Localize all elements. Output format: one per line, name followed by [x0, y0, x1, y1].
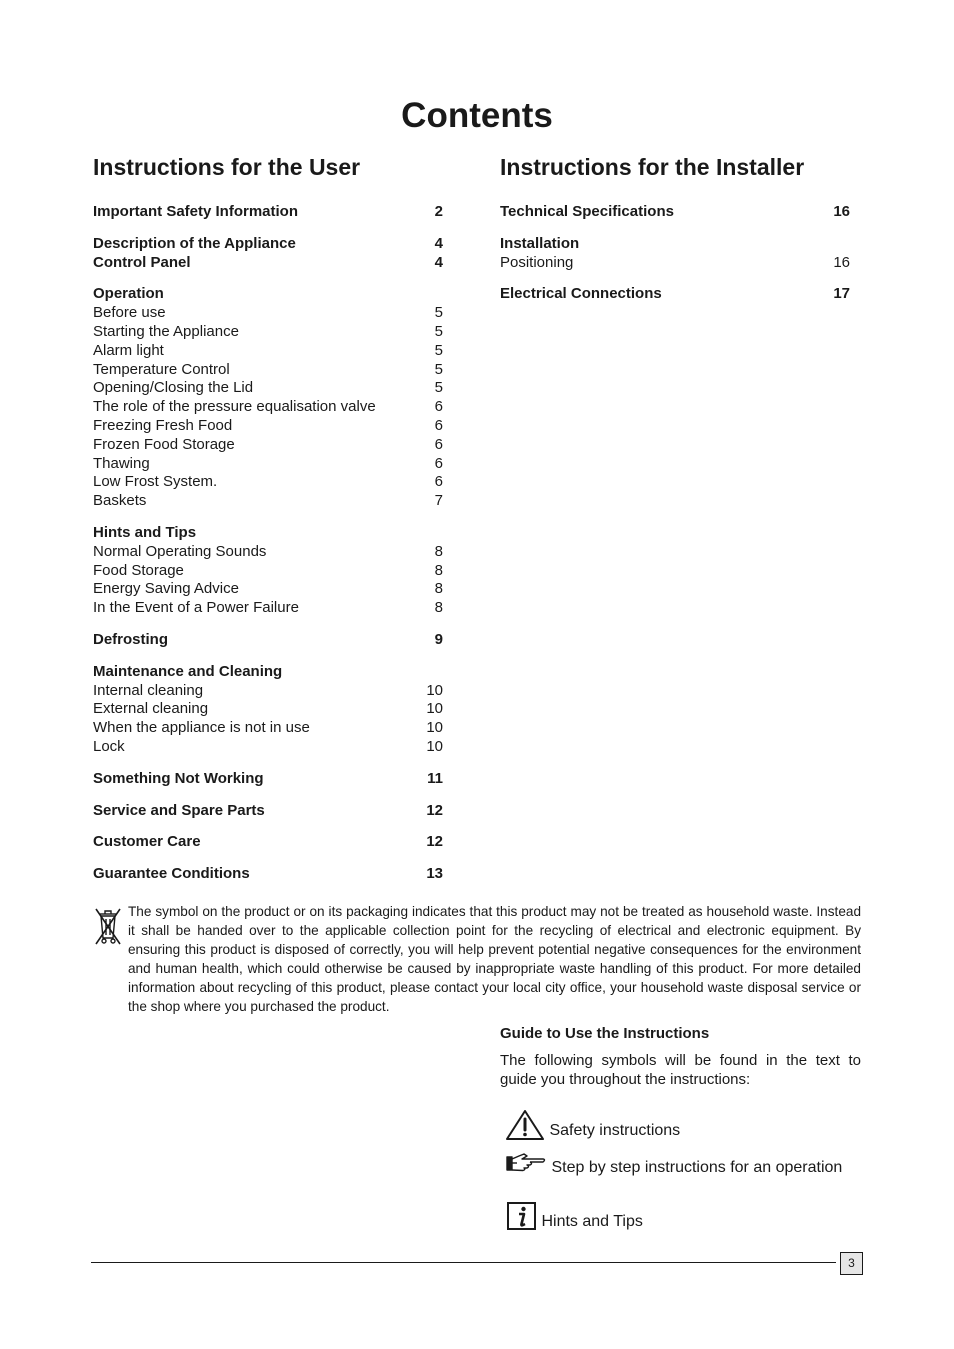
guide-heading: Guide to Use the Instructions: [500, 1025, 710, 1042]
toc-entry-label: Electrical Connections: [500, 285, 662, 303]
toc-entry-page: 6: [434, 398, 443, 416]
toc-entry-label: Energy Saving Advice: [93, 580, 239, 598]
toc-entry-page: 16: [833, 203, 850, 220]
toc-heading-entry: [93, 254, 443, 273]
toc-section: [93, 833, 443, 852]
toc-section: [93, 631, 443, 650]
toc-heading-entry: [93, 235, 443, 254]
installer-table-of-contents: [500, 203, 850, 317]
toc-heading-entry: [93, 631, 443, 650]
toc-section: [500, 203, 850, 222]
warning-triangle-icon: [505, 1109, 545, 1153]
toc-entry: [93, 738, 443, 757]
pointing-hand-icon: [505, 1151, 547, 1185]
toc-entry-page: 11: [427, 769, 443, 787]
toc-section: [500, 285, 850, 304]
toc-entry: [93, 379, 443, 398]
toc-entry-page: 5: [434, 379, 443, 397]
toc-entry-page: 6: [434, 435, 443, 453]
toc-entry: [93, 361, 443, 380]
toc-entry-label: Hints and Tips: [93, 523, 197, 541]
toc-entry-page: 10: [426, 700, 443, 718]
toc-entry-page: 6: [434, 473, 443, 491]
toc-entry-label: Operation: [93, 285, 164, 303]
guide-symbol-label: Step by step instructions for an operation: [551, 1159, 843, 1176]
crossed-out-wheelie-bin-icon: [93, 905, 123, 945]
toc-entry-page: 6: [434, 416, 443, 434]
footer-divider: [91, 1262, 836, 1263]
toc-entry-label: Opening/Closing the Lid: [93, 379, 254, 397]
toc-entry-label: Important Safety Information: [93, 203, 299, 220]
toc-entry-page: 2: [434, 203, 443, 220]
toc-entry-page: 13: [426, 865, 443, 883]
toc-entry-label: Food Storage: [93, 561, 184, 579]
toc-entry-page: 10: [426, 737, 443, 755]
toc-entry-label: Something Not Working: [93, 769, 264, 787]
toc-entry-label: Before use: [93, 304, 166, 322]
toc-entry-page: 5: [434, 341, 443, 359]
toc-entry: [93, 323, 443, 342]
user-table-of-contents: [93, 203, 443, 897]
toc-heading-entry: [93, 285, 443, 304]
toc-entry-page: 8: [434, 599, 443, 617]
weee-disposal-text: The symbol on the product or on its packaging indicates that this product may not be treated as household waste. Instead it shall be handed over to the applicable collection point for the recycling of electrical and electronic equipment. By ensuring this product is disposed of correctly, you will help prevent potential negative consequences for the environment and human health, which could otherwise be caused by inappropriate waste handling of this product. For more detailed information about recycling of this product, please contact your local city office, your household waste disposal service or the shop where you purchased the product.: [128, 904, 861, 1014]
toc-heading-entry: [93, 865, 443, 884]
toc-entry: [93, 682, 443, 701]
toc-entry-page: 7: [434, 492, 443, 510]
toc-entry-label: Low Frost System.: [93, 473, 218, 491]
toc-entry-label: Service and Spare Parts: [93, 801, 265, 819]
toc-entry-label: Description of the Appliance: [93, 234, 296, 252]
toc-entry-page: 5: [434, 304, 443, 322]
toc-entry: [93, 543, 443, 562]
toc-entry-label: Defrosting: [93, 630, 168, 648]
toc-section: [93, 524, 443, 618]
toc-section: [93, 285, 443, 511]
toc-entry: [93, 455, 443, 474]
toc-entry: [93, 342, 443, 361]
toc-heading-entry: [93, 663, 443, 682]
toc-heading-entry: [93, 833, 443, 852]
toc-entry-page: 9: [434, 630, 443, 648]
guide-symbol-safety: [505, 1109, 680, 1141]
toc-entry: [93, 304, 443, 323]
toc-entry-label: Installation: [500, 234, 580, 252]
toc-entry-page: 8: [434, 542, 443, 560]
toc-entry-page: 17: [833, 285, 850, 303]
toc-entry-label: Guarantee Conditions: [93, 865, 250, 883]
toc-entry-label: Internal cleaning: [93, 681, 204, 699]
toc-entry-label: Customer Care: [93, 833, 201, 851]
toc-entry: [93, 398, 443, 417]
toc-entry-label: Alarm light: [93, 341, 164, 359]
toc-entry-label: Maintenance and Cleaning: [93, 662, 283, 680]
toc-entry: [93, 562, 443, 581]
toc-entry: [93, 719, 443, 738]
toc-heading-entry: [500, 235, 850, 254]
toc-entry-label: Positioning: [500, 253, 574, 271]
toc-heading-entry: [93, 770, 443, 789]
toc-entry-page: 10: [426, 681, 443, 699]
toc-entry-label: Frozen Food Storage: [93, 435, 235, 453]
toc-entry-label: External cleaning: [93, 700, 209, 718]
page-number: 3: [840, 1252, 863, 1275]
toc-entry-label: Temperature Control: [93, 360, 230, 378]
toc-section: [93, 802, 443, 821]
toc-heading-entry: [93, 524, 443, 543]
user-instructions-heading: Instructions for the User: [93, 154, 361, 180]
toc-entry-label: When the appliance is not in use: [93, 719, 310, 737]
info-icon: [507, 1201, 537, 1243]
toc-entry: [93, 473, 443, 492]
guide-symbol-label: Safety instructions: [549, 1122, 681, 1139]
toc-entry-label: Technical Specifications: [500, 203, 674, 220]
toc-section: [93, 663, 443, 757]
toc-entry-page: 12: [426, 833, 443, 851]
toc-section: [93, 203, 443, 222]
toc-entry-label: In the Event of a Power Failure: [93, 599, 299, 617]
guide-symbol-label: Hints and Tips: [541, 1213, 643, 1230]
installer-instructions-heading: Instructions for the Installer: [500, 154, 805, 180]
guide-section: [500, 1024, 861, 1089]
toc-entry-page: 8: [434, 580, 443, 598]
toc-heading-entry: [500, 203, 850, 222]
toc-heading-entry: [93, 203, 443, 222]
toc-entry: [93, 599, 443, 618]
guide-symbol-hints: [507, 1201, 643, 1233]
guide-intro: The following symbols will be found in the text to guide you throughout the instructions:: [500, 1052, 861, 1088]
guide-symbol-steps: [505, 1151, 842, 1183]
toc-section: [500, 235, 850, 273]
toc-entry-label: Freezing Fresh Food: [93, 416, 233, 434]
toc-entry-page: 4: [434, 253, 443, 271]
weee-disposal-notice: [93, 903, 861, 1016]
toc-section: [93, 865, 443, 884]
toc-entry-label: Starting the Appliance: [93, 322, 239, 340]
toc-entry-page: 8: [434, 561, 443, 579]
toc-entry: [93, 492, 443, 511]
toc-entry-page: 5: [434, 360, 443, 378]
toc-section: [93, 770, 443, 789]
toc-entry-page: 10: [426, 719, 443, 737]
toc-entry-label: Lock: [93, 737, 125, 755]
toc-entry-label: Thawing: [93, 454, 150, 472]
toc-entry-page: 5: [434, 322, 443, 340]
toc-entry-page: 16: [833, 253, 850, 271]
toc-entry: [93, 417, 443, 436]
toc-entry-label: Baskets: [93, 492, 147, 510]
toc-section: [93, 235, 443, 273]
toc-entry-page: 6: [434, 454, 443, 472]
toc-entry: [93, 436, 443, 455]
toc-entry-page: 4: [434, 234, 443, 252]
toc-heading-entry: [500, 285, 850, 304]
toc-entry-page: 12: [426, 801, 443, 819]
toc-entry: [500, 254, 850, 273]
toc-entry: [93, 580, 443, 599]
page-title: Contents: [401, 96, 553, 135]
toc-heading-entry: [93, 802, 443, 821]
toc-entry-label: Normal Operating Sounds: [93, 542, 267, 560]
toc-entry: [93, 700, 443, 719]
toc-entry-label: Control Panel: [93, 253, 191, 271]
toc-entry-label: The role of the pressure equalisation valve: [93, 398, 376, 416]
